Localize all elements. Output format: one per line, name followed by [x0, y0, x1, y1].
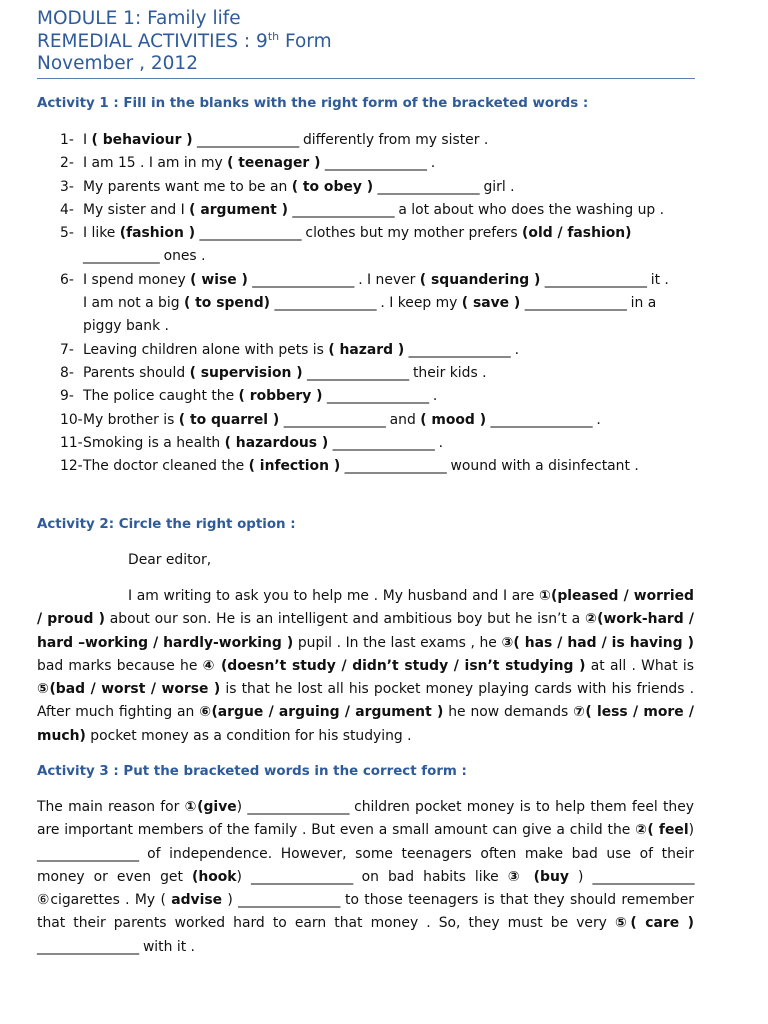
answer-blank[interactable]: ________________ [283, 411, 386, 428]
answer-blank[interactable]: ________________ [37, 845, 139, 862]
item-number: 10- [60, 411, 83, 428]
list-item: 4- My sister and I ( argument ) ________________ a lot about who does the washing up . [60, 199, 696, 222]
item-number: 6- [60, 271, 74, 288]
letter-greeting: Dear editor, [128, 552, 212, 568]
answer-blank[interactable]: ________________ [377, 178, 480, 195]
option-group[interactable]: ⑥(argue / arguing / argument ) [199, 704, 444, 721]
activity1-list [60, 129, 696, 478]
item-number: 11- [60, 434, 83, 451]
answer-blank[interactable]: ________________ [197, 132, 299, 148]
ordinal-suffix: th [267, 29, 280, 43]
item-number: 3- [60, 178, 74, 195]
form-label: Form [279, 30, 332, 52]
list-item: 9- The police caught the ( robbery ) ________________ . [60, 385, 696, 408]
item-number: 8- [60, 364, 74, 381]
item-number: 4- [60, 201, 74, 218]
activity3-paragraph: The main reason for ①(give) ________________ children pocket money is to help them feel they are important members of the family . But even a small amount can give a child the ②( feel) ________________ of independence. However, some teenagers often make bad use of their money or even get (hook) ________________ on bad habits like ③ (buy ) ________________ ⑥cigarettes . My ( advise ) ________________ to those teenagers is that they should remember that their parents worked hard to earn that money . So, they must be very ⑤( care ) ________________ with it . [37, 799, 695, 955]
answer-blank[interactable]: ________________ [238, 892, 340, 909]
answer-blank[interactable]: ________________ [247, 799, 349, 815]
answer-blank[interactable]: ________________ [274, 295, 376, 312]
option-group[interactable]: ⑤(bad / worst / worse ) [37, 681, 221, 698]
option-group[interactable]: ④ (doesn’t study / didn’t study / isn’t studying ) [202, 657, 586, 674]
item-number: 5- [60, 225, 74, 242]
list-item: I am not a big ( to spend) ________________ . I keep my ( save ) ________________ in a piggy bank . [83, 295, 657, 335]
answer-blank[interactable]: ________________ [490, 411, 593, 428]
remedial-title-text: REMEDIAL ACTIVITIES : 9 [37, 30, 268, 52]
list-item: 11- Smoking is a health ( hazardous ) ________________ . [60, 432, 696, 455]
document-header [37, 8, 332, 76]
option-group[interactable]: ⑦( less / more / much) [37, 704, 695, 744]
answer-blank[interactable]: ________________ [326, 388, 429, 405]
answer-blank[interactable]: ________________ [292, 201, 394, 218]
item-number: 12- [60, 458, 83, 475]
remedial-title [37, 31, 332, 54]
item-number: 2- [60, 155, 74, 172]
letter-paragraph: I am writing to ask you to help me . My husband and I are ①(pleased / worried / proud ) about our son. He is an intelligent and ambitious boy but he isn’t a ②(work-hard / hard –working / hardly-working ) pupil . In the last exams , he ③( has / had / is having ) bad marks because he ④ (doesn’t study / didn’t study / isn’t studying ) at all . What is ⑤(bad / worst / worse ) is that he lost all his pocket money playing cards with his friends . After much fighting an ⑥(argue / arguing / argument ) he now demands ⑦( less / more / much) pocket money as a condition for his studying . [37, 588, 695, 744]
answer-blank[interactable]: ________________ [524, 295, 627, 312]
list-item: 1- I ( behaviour ) ________________ differently from my sister . [60, 129, 696, 152]
list-item: 12- The doctor cleaned the ( infection ) ________________ wound with a disinfectant . [60, 455, 696, 478]
activity1-title: Activity 1 : Fill in the blanks with the right form of the bracketed words : [37, 96, 589, 111]
answer-blank[interactable]: ________________ [252, 271, 354, 288]
answer-blank[interactable]: ________________ [544, 271, 647, 288]
list-item: 10- My brother is ( to quarrel ) ________________ and ( mood ) ________________ . [60, 409, 696, 432]
date-line: November , 2012 [37, 53, 198, 74]
answer-blank[interactable]: ________________ [332, 434, 435, 451]
answer-blank[interactable]: ________________ [37, 938, 139, 955]
answer-blank[interactable]: ________________ [324, 155, 427, 172]
option-group[interactable]: ③( has / had / is having ) [501, 634, 694, 651]
answer-blank[interactable]: ________________ [251, 868, 353, 885]
header-divider [37, 78, 695, 79]
list-item: 2- I am 15 . I am in my ( teenager ) ________________ . [60, 152, 696, 175]
item-number: 1- [60, 132, 74, 148]
answer-blank[interactable]: ____________ [83, 248, 160, 265]
activity3-title: Activity 3 : Put the bracketed words in the correct form : [37, 764, 467, 779]
module-title: MODULE 1: Family life [37, 8, 241, 29]
answer-blank[interactable]: ________________ [408, 341, 511, 358]
item-number: 9- [60, 388, 74, 405]
option-group[interactable]: ②(work-hard / hard –working / hardly-working ) [37, 611, 695, 651]
list-item: 7- Leaving children alone with pets is ( hazard ) ________________ . [60, 339, 696, 362]
list-item: 5- I like (fashion ) ________________ clothes but my mother prefers (old / fashion) ____________ ones . [60, 222, 696, 269]
option-group[interactable]: ①(pleased / worried / proud ) [37, 588, 694, 628]
answer-blank[interactable]: ________________ [344, 458, 447, 475]
list-item: 8- Parents should ( supervision ) ________________ their kids . [60, 362, 696, 385]
answer-blank[interactable]: ________________ [307, 364, 409, 381]
list-item: 6- I spend money ( wise ) ________________ . I never ( squandering ) ________________ it . [60, 269, 696, 292]
item-number: 7- [60, 341, 74, 358]
answer-blank[interactable]: ________________ [199, 225, 302, 242]
list-item: 3- My parents want me to be an ( to obey ) ________________ girl . [60, 176, 696, 199]
activity2-title: Activity 2: Circle the right option : [37, 517, 296, 532]
answer-blank[interactable]: ________________ [592, 868, 694, 885]
